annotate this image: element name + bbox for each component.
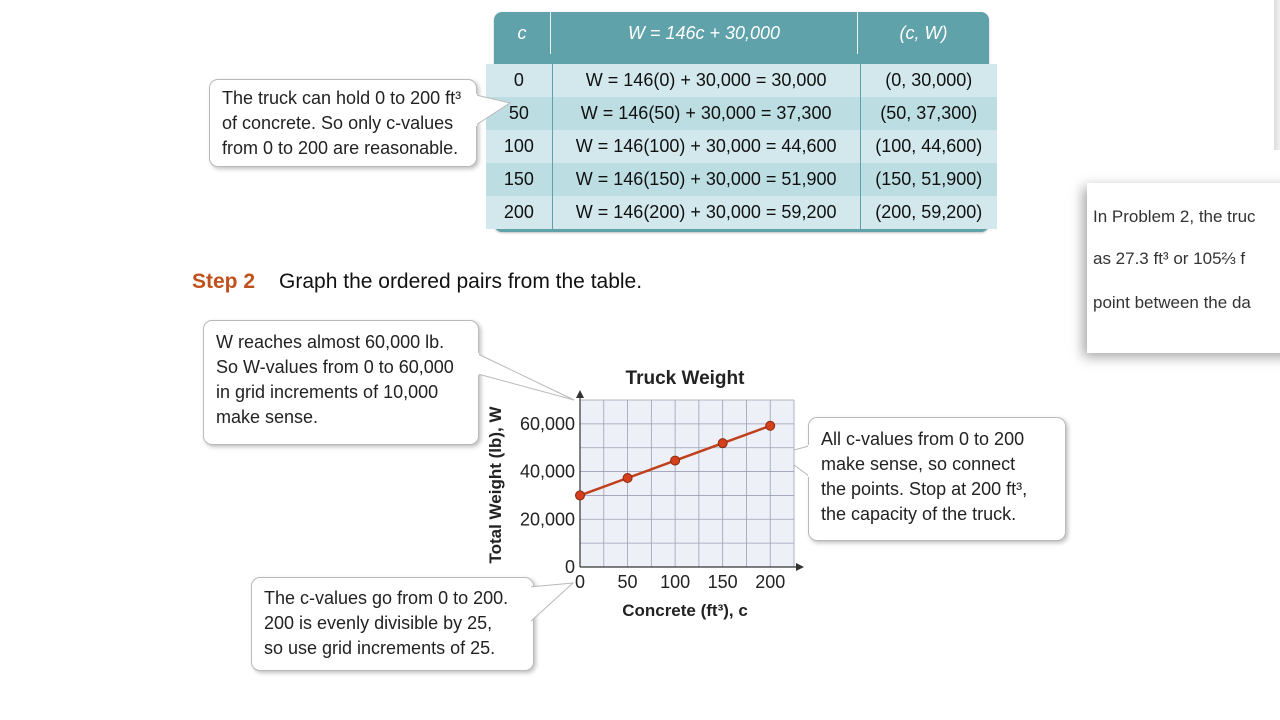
header-c: c xyxy=(494,12,551,54)
table-row xyxy=(486,64,997,97)
x-tick-label: 100 xyxy=(660,572,691,592)
callout-line: So W-values from 0 to 60,000 xyxy=(216,357,454,377)
cell-pair: (50, 37,300) xyxy=(880,103,978,123)
table-row xyxy=(486,196,997,229)
table-header xyxy=(494,12,989,54)
x-axis-arrow xyxy=(796,563,804,571)
y-tick-label: 40,000 xyxy=(519,461,575,482)
cell-pair: (0, 30,000) xyxy=(885,70,973,90)
cell-equation: W = 146(150) + 30,000 = 51,900 xyxy=(553,163,861,196)
data-point xyxy=(623,474,632,483)
cell-c: 150 xyxy=(486,163,553,196)
callout-line: the capacity of the truck. xyxy=(821,504,1017,524)
y-tick-label: 60,000 xyxy=(519,413,575,434)
side-panel-line: point between the da xyxy=(1093,293,1251,312)
callout-line: so use grid increments of 25. xyxy=(264,638,496,658)
data-point xyxy=(766,421,775,430)
table-row xyxy=(486,130,997,163)
callout-line: make sense. xyxy=(216,407,319,427)
table-row xyxy=(486,97,997,130)
cell-pair: (150, 51,900) xyxy=(875,169,983,189)
y-tick-label: 20,000 xyxy=(519,509,575,530)
x-tick-label: 150 xyxy=(707,572,738,592)
table-body xyxy=(486,64,997,229)
y-axis-arrow xyxy=(576,390,584,398)
cell-equation: W = 146(50) + 30,000 = 37,300 xyxy=(553,97,861,130)
cell-c: 0 xyxy=(486,64,553,97)
cell-c: 200 xyxy=(486,196,553,229)
cell-c: 100 xyxy=(486,130,553,163)
capacity-callout xyxy=(209,79,477,167)
x-tick-label: 200 xyxy=(755,572,786,592)
table-row xyxy=(486,163,997,196)
cell-pair: (100, 44,600) xyxy=(875,136,983,156)
data-point xyxy=(718,439,727,448)
callout-line: 200 is evenly divisible by 25, xyxy=(264,613,493,633)
step-label: Step 2 xyxy=(192,270,256,293)
x-tick-label: 0 xyxy=(574,572,586,592)
callout-line: in grid increments of 10,000 xyxy=(216,382,439,402)
data-point xyxy=(576,491,585,500)
callout-line: The truck can hold 0 to 200 ft³ xyxy=(222,88,462,108)
y-tick-label: 0 xyxy=(564,557,575,577)
side-panel xyxy=(1087,183,1280,353)
cell-pair: (200, 59,200) xyxy=(875,202,983,222)
callout-line: W reaches almost 60,000 lb. xyxy=(216,332,445,352)
cell-equation: W = 146(100) + 30,000 = 44,600 xyxy=(553,130,861,163)
cell-equation: W = 146(200) + 30,000 = 59,200 xyxy=(553,196,861,229)
truck-weight-chart xyxy=(470,350,810,630)
capacity-callout-pointer xyxy=(470,85,520,135)
callout-line: All c-values from 0 to 200 xyxy=(821,429,1025,449)
step-heading xyxy=(192,270,642,294)
callout-line: of concrete. So only c-values xyxy=(222,113,454,133)
data-point xyxy=(671,456,680,465)
w-values-callout xyxy=(203,320,479,445)
header-equation: W = 146c + 30,000 xyxy=(551,12,858,54)
chart-title: Truck Weight xyxy=(625,368,745,389)
side-panel-line: In Problem 2, the truc xyxy=(1093,207,1256,226)
connect-callout xyxy=(808,417,1066,541)
x-tick-label: 50 xyxy=(617,572,638,592)
callout-line: The c-values go from 0 to 200. xyxy=(264,588,509,608)
right-edge-panel xyxy=(1274,0,1280,150)
step-text: Graph the ordered pairs from the table. xyxy=(279,270,643,293)
values-table xyxy=(494,12,989,232)
cell-c: 50 xyxy=(486,97,553,130)
callout-line: make sense, so connect xyxy=(821,454,1016,474)
callout-line: from 0 to 200 are reasonable. xyxy=(222,138,459,158)
side-panel-line: as 27.3 ft³ or 105⅔ f xyxy=(1093,249,1246,268)
chart-xlabel: Concrete (ft³), c xyxy=(622,601,748,620)
header-pair: (c, W) xyxy=(899,22,948,43)
callout-line: the points. Stop at 200 ft³, xyxy=(821,479,1028,499)
cell-equation: W = 146(0) + 30,000 = 30,000 xyxy=(553,64,861,97)
chart-ylabel: Total Weight (lb), W xyxy=(486,406,505,564)
